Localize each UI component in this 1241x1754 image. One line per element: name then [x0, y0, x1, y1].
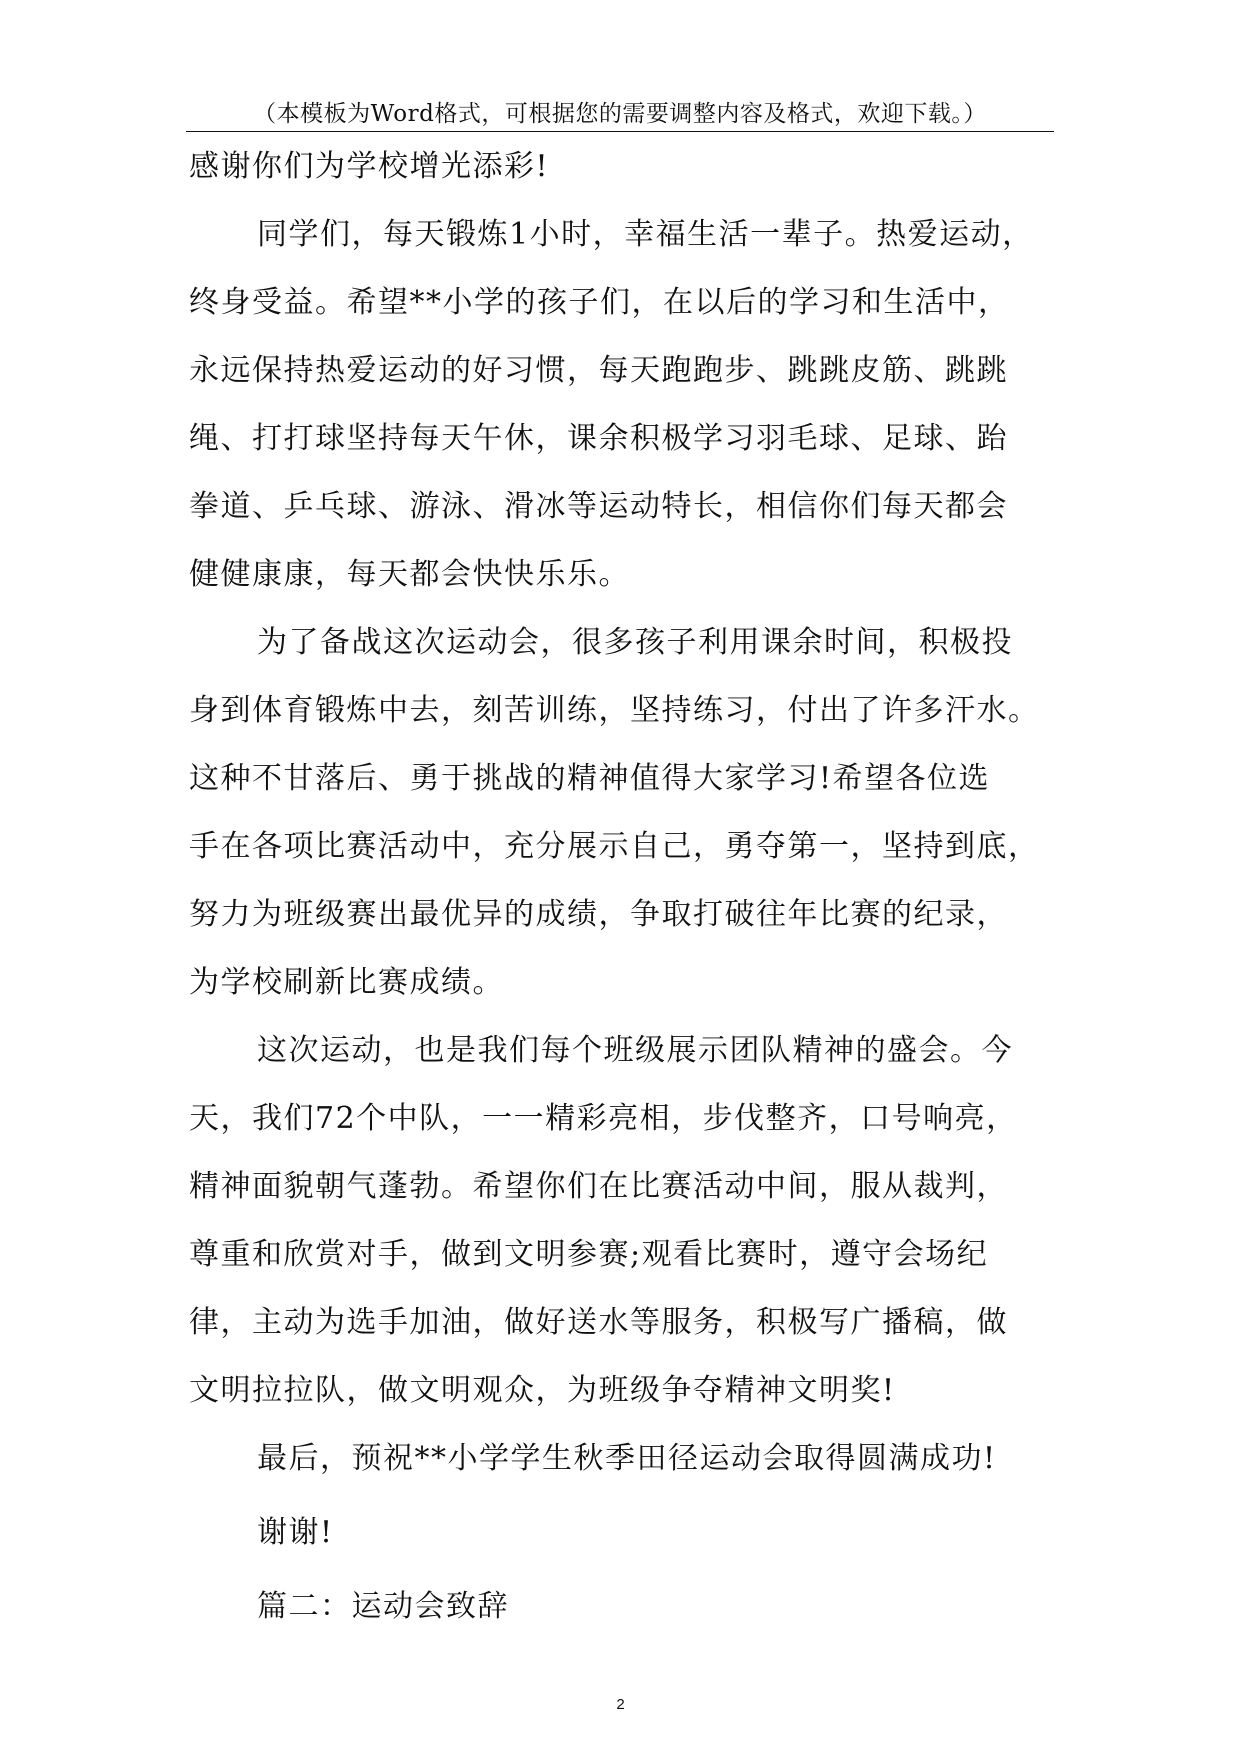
page-number: 2	[616, 1696, 625, 1713]
body-line: 感谢你们为学校增光添彩!	[189, 149, 550, 184]
body-line: 精神面貌朝气蓬勃。希望你们在比赛活动中间，服从裁判，	[189, 1169, 1008, 1204]
body-line: 手在各项比赛活动中，充分展示自己，勇夺第一，坚持到底，	[189, 829, 1040, 864]
body-line: 尊重和欣赏对手，做到文明参赛;观看比赛时，遵守会场纪	[189, 1237, 989, 1272]
template-header-note: （本模板为Word格式，可根据您的需要调整内容及格式，欢迎下载。）	[253, 101, 987, 127]
body-line: 努力为班级赛出最优异的成绩，争取打破往年比赛的纪录，	[189, 897, 1008, 932]
body-line: 终身受益。希望**小学的孩子们，在以后的学习和生活中，	[189, 285, 1010, 320]
thanks-line: 谢谢!	[257, 1515, 334, 1550]
body-line: 这次运动，也是我们每个班级展示团队精神的盛会。今	[257, 1033, 1013, 1068]
section-heading: 篇二：运动会致辞	[257, 1589, 509, 1624]
body-line: 永远保持热爱运动的好习惯，每天跑跑步、跳跳皮筋、跳跳	[189, 353, 1008, 388]
body-line: 为了备战这次运动会，很多孩子利用课余时间，积极投	[257, 625, 1013, 660]
body-line: 文明拉拉队，做文明观众，为班级争夺精神文明奖!	[189, 1373, 896, 1408]
body-line: 天，我们72个中队，一一精彩亮相，步伐整齐，口号响亮，	[189, 1101, 1018, 1136]
body-line: 身到体育锻炼中去，刻苦训练，坚持练习，付出了许多汗水。	[189, 693, 1040, 728]
body-line: 同学们，每天锻炼1小时，幸福生活一辈子。热爱运动，	[257, 217, 1034, 252]
body-line: 绳、打打球坚持每天午休，课余积极学习羽毛球、足球、跆	[189, 421, 1008, 456]
body-line: 为学校刷新比赛成绩。	[189, 965, 504, 1000]
closing-line: 最后，预祝**小学学生秋季田径运动会取得圆满成功!	[257, 1441, 997, 1476]
body-line: 拳道、乒乓球、游泳、滑冰等运动特长，相信你们每天都会	[189, 489, 1008, 524]
body-line: 律，主动为选手加油，做好送水等服务，积极写广播稿，做	[189, 1305, 1008, 1340]
body-line: 健健康康，每天都会快快乐乐。	[189, 557, 630, 592]
body-line: 这种不甘落后、勇于挑战的精神值得大家学习!希望各位选	[189, 761, 991, 796]
header-divider	[186, 131, 1054, 132]
document-body	[189, 149, 1089, 1660]
